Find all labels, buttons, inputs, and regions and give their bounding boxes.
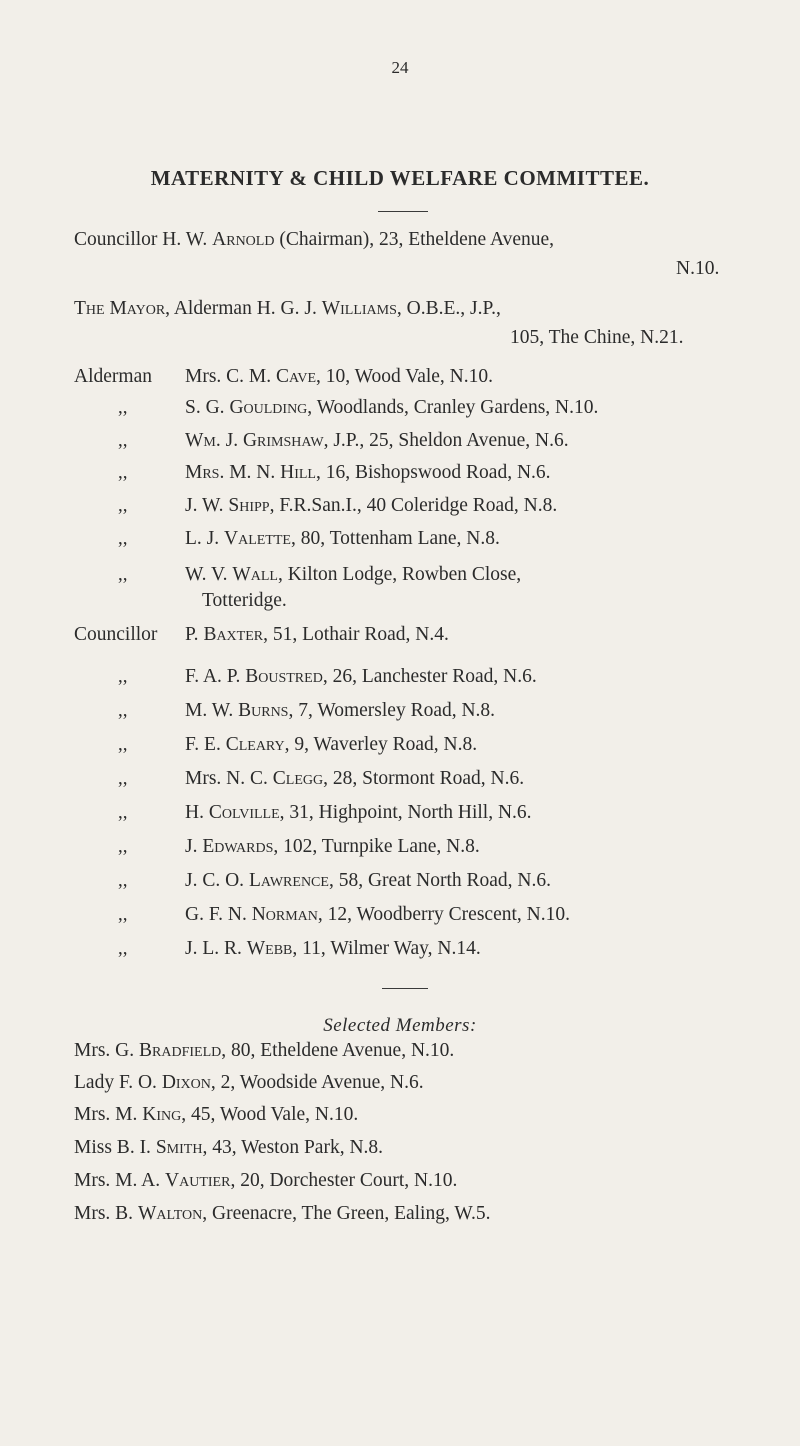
member-entry: [185, 365, 493, 389]
selected-members-heading: Selected Members:: [323, 1015, 477, 1036]
member-initials: F. A. P.: [185, 666, 246, 687]
member-initials: M. W.: [185, 700, 239, 721]
member-initials: J. C. O.: [185, 870, 249, 891]
member-entry: [185, 835, 480, 859]
member-surname: Wall: [232, 564, 278, 585]
member-address: , 80, Tottenham Lane, N.8.: [290, 528, 500, 549]
member-initials: S. G.: [185, 397, 230, 418]
member-address: , Woodlands, Cranley Gardens, N.10.: [307, 397, 599, 418]
member-entry: [185, 699, 495, 723]
member-surname: King: [142, 1104, 182, 1125]
member-initials: W. V.: [185, 564, 233, 585]
member-entry: [185, 767, 524, 791]
ditto-mark: ,,: [118, 734, 128, 755]
member-entry: [185, 733, 477, 757]
chairman-initials: H. W.: [162, 229, 208, 250]
ditto-mark: ,,: [118, 564, 128, 585]
member-initials: Mrs. N. C.: [185, 768, 273, 789]
member-address: , 7, Womersley Road, N.8.: [288, 700, 496, 721]
ditto-mark: ,,: [118, 904, 128, 925]
ditto-mark: ,,: [118, 397, 128, 418]
selected-member-entry: [74, 1136, 383, 1160]
role-label: Councillor: [74, 624, 158, 645]
member-surname: Vautier: [165, 1170, 231, 1191]
member-address: , 58, Great North Road, N.6.: [328, 870, 551, 891]
member-surname: Clegg: [272, 768, 324, 789]
member-initials: L. J.: [185, 528, 224, 549]
member-address: , Kilton Lodge, Rowben Close,: [277, 564, 522, 585]
member-initials: F. E.: [185, 734, 226, 755]
ditto-mark: ,,: [118, 938, 128, 959]
member-initials: Miss B. I.: [74, 1137, 156, 1158]
member-surname: Edwards: [202, 836, 274, 857]
member-initials: J. W.: [185, 495, 229, 516]
member-address: , Greenacre, The Green, Ealing, W.5.: [202, 1203, 491, 1224]
member-entry: [185, 903, 570, 927]
selected-member-entry: [74, 1169, 457, 1193]
ditto-mark: ,,: [118, 495, 128, 516]
member-surname: Burns: [238, 700, 289, 721]
member-entry: [185, 563, 521, 587]
selected-member-entry: [74, 1071, 424, 1095]
mayor-surname: Williams: [321, 298, 397, 319]
member-address: , 45, Wood Vale, N.10.: [181, 1104, 359, 1125]
member-entry: [185, 396, 598, 420]
ditto-mark: ,,: [118, 462, 128, 483]
member-surname: Dixon: [161, 1072, 211, 1093]
selected-member-entry: [74, 1039, 454, 1063]
member-surname: Valette: [224, 528, 291, 549]
member-address: , 16, Bishopswood Road, N.6.: [315, 462, 551, 483]
chairman-rest: (Chairman), 23, Etheldene Avenue,: [279, 229, 555, 250]
member-initials: Lady F. O.: [74, 1072, 162, 1093]
ditto-mark: ,,: [118, 430, 128, 451]
member-surname: Colville: [208, 802, 280, 823]
divider-bottom: [382, 988, 428, 989]
member-address: , 51, Lothair Road, N.4.: [263, 624, 449, 645]
ditto-mark: ,,: [118, 768, 128, 789]
ditto-mark: ,,: [118, 870, 128, 891]
member-initials: H.: [185, 802, 209, 823]
member-address: , J.P., 25, Sheldon Avenue, N.6.: [323, 430, 569, 451]
member-surname: Cleary: [225, 734, 285, 755]
member-entry: [185, 429, 569, 453]
member-address: , 9, Waverley Road, N.8.: [284, 734, 478, 755]
member-initials: G. F. N.: [185, 904, 252, 925]
member-address: , 11, Wilmer Way, N.14.: [292, 938, 481, 959]
mayor-line: [74, 297, 501, 321]
member-entry: [185, 665, 537, 689]
member-initials: J.: [185, 836, 203, 857]
member-initials: Mrs. M.: [74, 1104, 143, 1125]
member-surname: Goulding: [229, 397, 308, 418]
member-initials: P.: [185, 624, 204, 645]
member-entry: [185, 623, 449, 647]
member-surname: Mrs. M. N. Hill: [185, 462, 316, 483]
member-address: , 31, Highpoint, North Hill, N.6.: [279, 802, 532, 823]
selected-member-entry: [74, 1202, 490, 1226]
chairman-role: Councillor: [74, 229, 158, 250]
member-entry: [185, 801, 532, 825]
ditto-mark: ,,: [118, 528, 128, 549]
member-initials: Mrs. C. M.: [185, 366, 277, 387]
member-address: , 80, Etheldene Avenue, N.10.: [221, 1040, 455, 1061]
divider-top: [378, 211, 428, 212]
ditto-mark: ,,: [118, 700, 128, 721]
mayor-mid: , Alderman H. G. J.: [165, 298, 322, 319]
member-address: , 2, Woodside Avenue, N.6.: [210, 1072, 424, 1093]
member-initials: Mrs. B.: [74, 1203, 138, 1224]
member-surname: Bradfield: [139, 1040, 222, 1061]
member-surname: Wm. J. Grimshaw: [185, 430, 324, 451]
chairman-line: [74, 228, 554, 252]
selected-member-entry: [74, 1103, 358, 1127]
member-initials: Mrs. M. A.: [74, 1170, 166, 1191]
ditto-mark: ,,: [118, 666, 128, 687]
member-initials: J. L. R.: [185, 938, 247, 959]
member-address: , 10, Wood Vale, N.10.: [316, 366, 494, 387]
member-surname: Smith: [155, 1137, 203, 1158]
role-label: Alderman: [74, 366, 152, 387]
member-initials: Mrs. G.: [74, 1040, 140, 1061]
member-entry: [185, 527, 500, 551]
page-title: MATERNITY & CHILD WELFARE COMMITTEE.: [150, 166, 650, 190]
member-address: , 102, Turnpike Lane, N.8.: [273, 836, 480, 857]
member-address: , 20, Dorchester Court, N.10.: [230, 1170, 458, 1191]
chairman-surname: Arnold: [212, 229, 275, 250]
member-surname: Norman: [251, 904, 318, 925]
member-entry: [185, 461, 551, 485]
member-surname: Baxter: [203, 624, 264, 645]
page-number: 24: [391, 58, 409, 77]
member-address: , 43, Weston Park, N.8.: [202, 1137, 384, 1158]
mayor-prefix: The Mayor: [74, 298, 166, 319]
member-address-cont: Totteridge.: [202, 590, 287, 611]
member-entry: [185, 869, 551, 893]
member-surname: Boustred: [245, 666, 323, 687]
member-surname: Webb: [246, 938, 293, 959]
chairman-cont: N.10.: [676, 258, 720, 279]
member-address: , 26, Lanchester Road, N.6.: [322, 666, 537, 687]
member-surname: Shipp: [228, 495, 270, 516]
ditto-mark: ,,: [118, 836, 128, 857]
member-address: , 28, Stormont Road, N.6.: [323, 768, 525, 789]
member-surname: Lawrence: [248, 870, 329, 891]
member-entry: [185, 937, 481, 961]
ditto-mark: ,,: [118, 802, 128, 823]
member-address: , F.R.San.I., 40 Coleridge Road, N.8.: [269, 495, 558, 516]
member-address: , 12, Woodberry Crescent, N.10.: [317, 904, 570, 925]
mayor-cont: 105, The Chine, N.21.: [510, 327, 684, 348]
member-surname: Walton: [137, 1203, 203, 1224]
mayor-rest: , O.B.E., J.P.,: [396, 298, 501, 319]
member-entry: [185, 494, 557, 518]
member-surname: Cave: [276, 366, 317, 387]
